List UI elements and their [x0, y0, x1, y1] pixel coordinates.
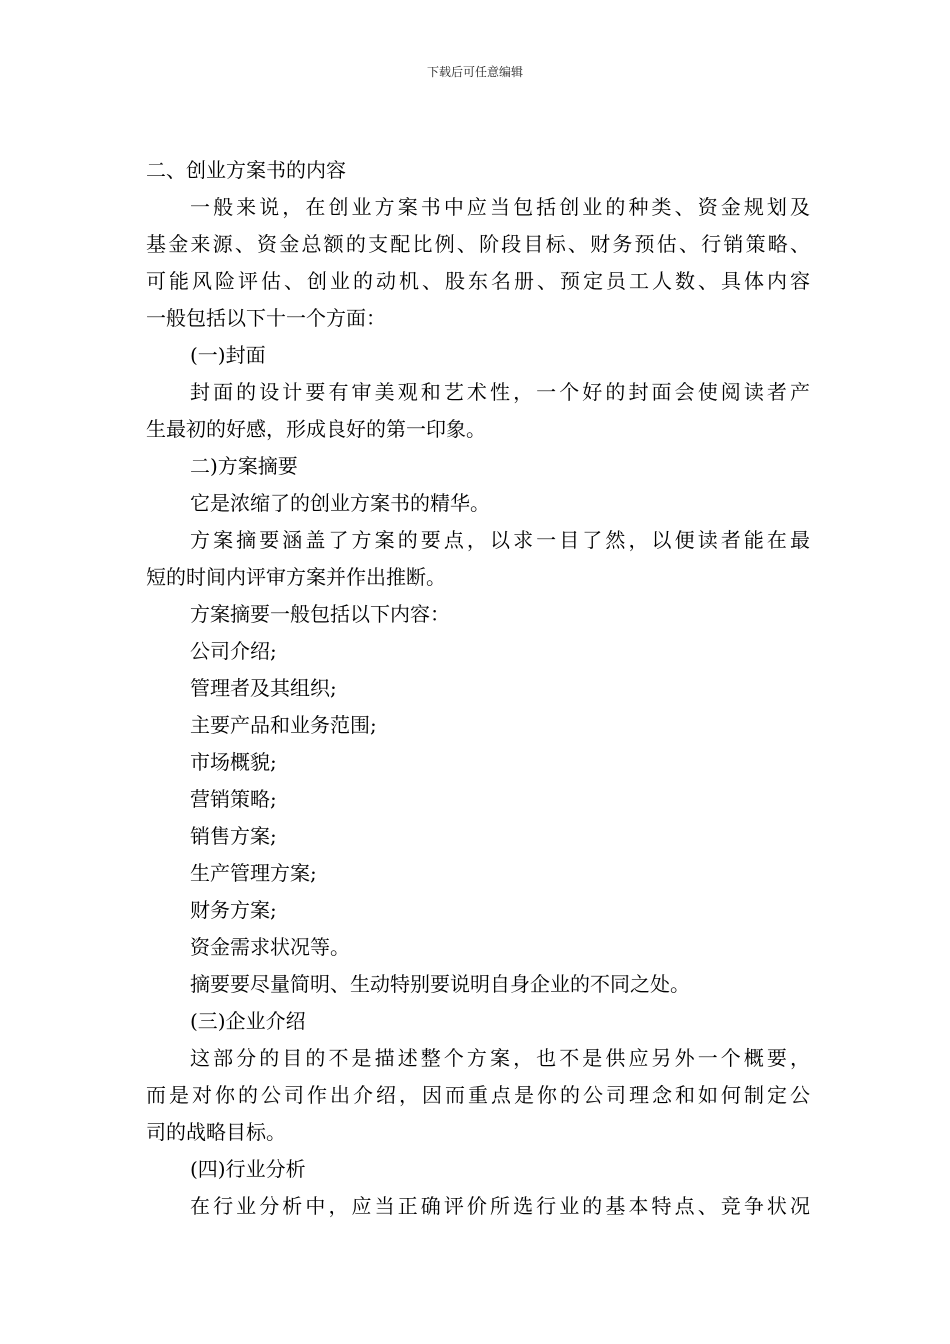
text-line: 而是对你的公司作出介绍，因而重点是你的公司理念和如何制定公 — [146, 1083, 810, 1107]
text-line: 这部分的目的不是描述整个方案，也不是供应另外一个概要， — [190, 1046, 810, 1070]
text-line: 封面的设计要有审美观和艺术性，一个好的封面会使阅读者产 — [190, 380, 810, 404]
text-line: 管理者及其组织; — [190, 676, 337, 700]
text-line: 财务方案; — [190, 898, 277, 922]
text-line: (一)封面 — [190, 343, 266, 367]
text-line: 市场概貌; — [190, 750, 277, 774]
text-line: (四)行业分析 — [190, 1157, 306, 1181]
text-line: 它是浓缩了的创业方案书的精华。 — [190, 491, 490, 515]
text-line: 一般来说，在创业方案书中应当包括创业的种类、资金规划及 — [190, 195, 810, 219]
text-line: 生产管理方案; — [190, 861, 317, 885]
text-line: 短的时间内评审方案并作出推断。 — [146, 565, 446, 589]
text-line: 销售方案; — [190, 824, 277, 848]
text-line: 基金来源、资金总额的支配比例、阶段目标、财务预估、行销策略、 — [146, 232, 810, 256]
text-line: 主要产品和业务范围; — [190, 713, 377, 737]
text-line: 司的战略目标。 — [146, 1120, 286, 1144]
text-line: 方案摘要涵盖了方案的要点，以求一目了然，以便读者能在最 — [190, 528, 810, 552]
document-body — [146, 152, 810, 1225]
text-line: (三)企业介绍 — [190, 1009, 306, 1033]
text-line: 资金需求状况等。 — [190, 935, 350, 959]
text-line: 营销策略; — [190, 787, 277, 811]
text-line: 生最初的好感，形成良好的第一印象。 — [146, 417, 486, 441]
text-line: 公司介绍; — [190, 639, 277, 663]
text-line: 二、创业方案书的内容 — [146, 158, 346, 182]
page-header: 下载后可任意编辑 — [426, 65, 523, 79]
text-line: 摘要要尽量简明、生动特别要说明自身企业的不同之处。 — [190, 972, 690, 996]
text-line: 可能风险评估、创业的动机、股东名册、预定员工人数、具体内容 — [146, 269, 810, 293]
text-line: 二)方案摘要 — [190, 454, 298, 478]
text-line: 在行业分析中，应当正确评价所选行业的基本特点、竞争状况 — [190, 1194, 810, 1218]
text-line: 一般包括以下十一个方面： — [146, 306, 386, 330]
text-line: 方案摘要一般包括以下内容： — [190, 602, 450, 626]
